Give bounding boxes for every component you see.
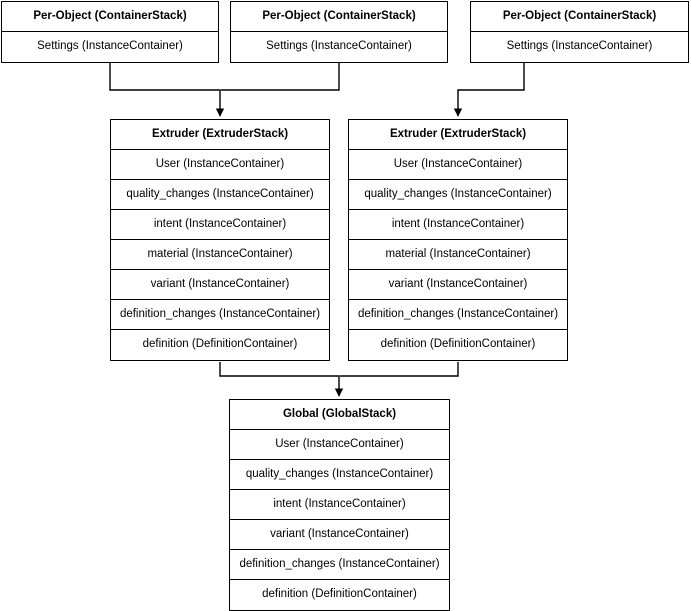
node-row: User (InstanceContainer) (111, 150, 329, 180)
node-row: quality_changes (InstanceContainer) (230, 460, 449, 490)
node-row: Settings (InstanceContainer) (266, 40, 412, 52)
node-per-object-2[interactable] (230, 1, 448, 63)
edge-per-object-2-to-extruder-1 (221, 61, 339, 90)
node-per-object-1[interactable] (1, 1, 219, 63)
edge-extruder-1-to-global (220, 362, 339, 396)
node-header: Per-Object (ContainerStack) (471, 2, 688, 32)
node-row: intent (InstanceContainer) (111, 210, 329, 240)
node-header: Extruder (ExtruderStack) (349, 120, 567, 150)
node-row: quality_changes (InstanceContainer) (349, 180, 567, 210)
node-row: quality_changes (InstanceContainer) (111, 180, 329, 210)
node-row: definition_changes (InstanceContainer) (349, 300, 567, 330)
node-header: Extruder (ExtruderStack) (111, 120, 329, 150)
node-row: variant (InstanceContainer) (230, 520, 449, 550)
node-extruder-1[interactable] (110, 119, 330, 361)
edge-extruder-2-to-global (340, 362, 458, 376)
node-header: Per-Object (ContainerStack) (2, 2, 218, 32)
node-row: material (InstanceContainer) (111, 240, 329, 270)
node-per-object-3[interactable] (470, 1, 689, 63)
node-row: variant (InstanceContainer) (349, 270, 567, 300)
node-header: Per-Object (ContainerStack) (231, 2, 447, 32)
node-row: intent (InstanceContainer) (230, 490, 449, 520)
node-row: Settings (InstanceContainer) (37, 40, 183, 52)
node-row: definition (DefinitionContainer) (142, 338, 298, 350)
node-row: definition (DefinitionContainer) (380, 338, 536, 350)
node-global[interactable] (229, 399, 450, 611)
node-row: definition_changes (InstanceContainer) (230, 550, 449, 580)
node-row: material (InstanceContainer) (349, 240, 567, 270)
node-row: Settings (InstanceContainer) (506, 40, 653, 52)
edge-per-object-1-to-extruder-1 (110, 61, 220, 116)
node-row: variant (InstanceContainer) (111, 270, 329, 300)
node-header: Global (GlobalStack) (230, 400, 449, 430)
node-row: User (InstanceContainer) (349, 150, 567, 180)
node-row: User (InstanceContainer) (230, 430, 449, 460)
edge-per-object-3-to-extruder-2 (458, 61, 524, 116)
node-extruder-2[interactable] (348, 119, 568, 361)
node-row: definition (DefinitionContainer) (262, 588, 417, 600)
node-row: intent (InstanceContainer) (349, 210, 567, 240)
node-row: definition_changes (InstanceContainer) (111, 300, 329, 330)
